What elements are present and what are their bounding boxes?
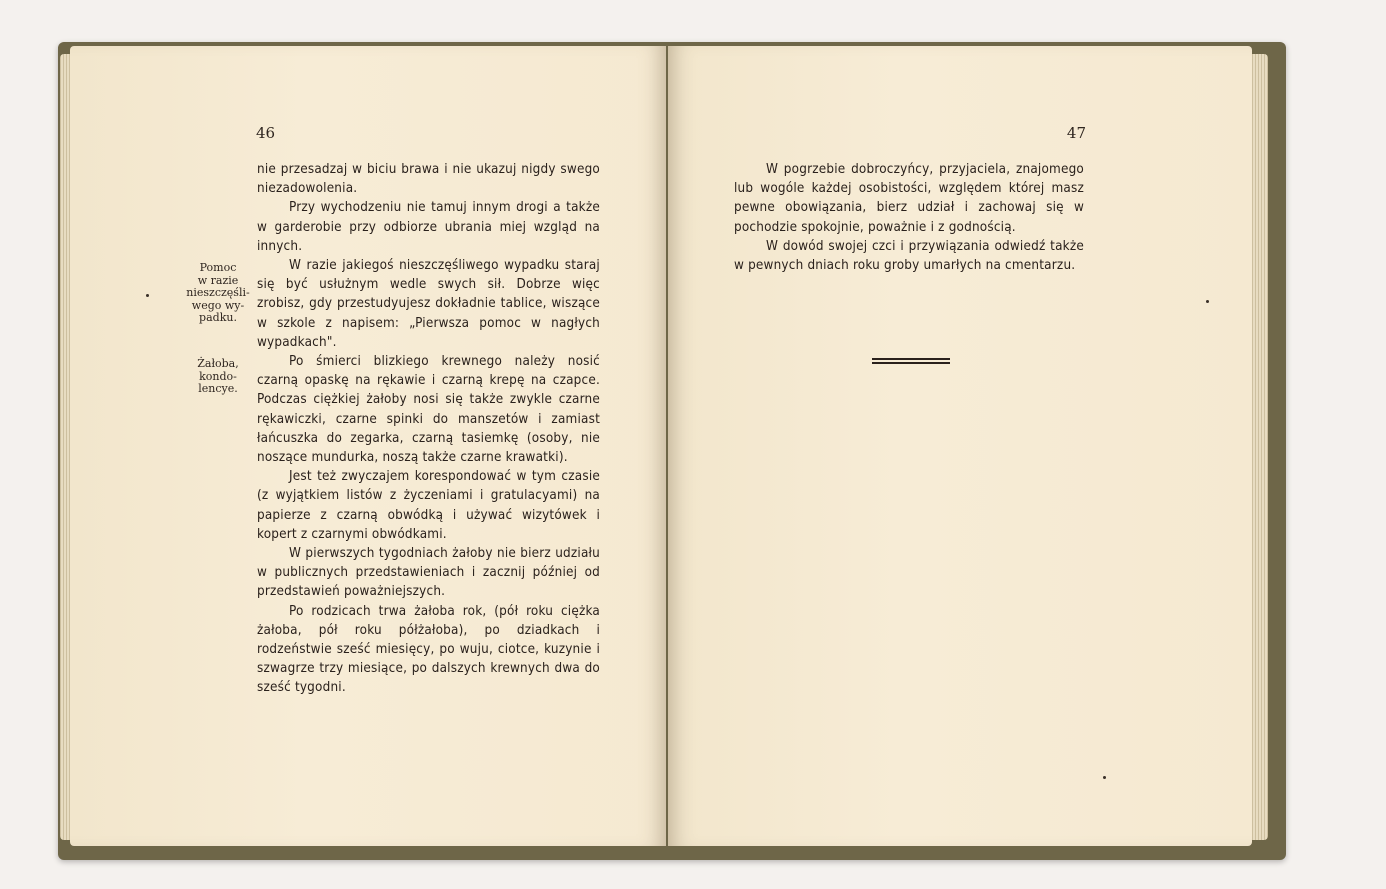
side-note-line: wego wy- xyxy=(191,298,245,312)
side-note-line: lencye. xyxy=(198,382,238,395)
side-note-line: Pomoc xyxy=(199,261,237,274)
side-note-mourning xyxy=(182,358,254,396)
side-note-line: w razie xyxy=(197,273,239,287)
side-note-line: kondo- xyxy=(199,369,237,383)
paragraph: Po rodzicach trwa żałoba rok, (pół roku ciężka żałoba, pół roku półżałoba), po dziadkach i rodzeństwie sześć miesięcy, po wuju, ciotce, kuzynie i szwagrze trzy miesiące, po dalszych krewnych dwa do sześć tygodni. xyxy=(257,603,600,696)
left-page xyxy=(70,46,666,846)
page-number-left: 46 xyxy=(256,124,276,142)
page-number-right: 47 xyxy=(1066,124,1086,142)
paragraph: W dowód swojej czci i przywiązania odwiedź także w pewnych dniach roku groby umarłych na cmentarzu. xyxy=(734,238,1084,274)
side-note-line: nieszczęśli- xyxy=(186,286,250,299)
paragraph: Po śmierci blizkiego krewnego należy nosić czarną opaskę na rękawie i czarną krepę na czapce. Podczas ciężkiej żałoby nosi się także zwykle czarne rękawiczki, czarne spinki do manszetów i zamiast łańcuszka do zegarka, czarną tasiemkę (osoby, nie noszące mundurka, noszą także czarne krawatki). xyxy=(257,354,600,466)
right-page xyxy=(668,46,1252,846)
left-body-text xyxy=(257,160,600,698)
side-note-accident-help xyxy=(182,262,254,325)
right-body-text xyxy=(734,160,1084,275)
section-end-rule xyxy=(872,358,950,364)
side-note-line: padku. xyxy=(199,311,237,324)
paragraph: W razie jakiegoś nieszczęśliwego wypadku staraj się być usłużnym wedle swych sił. Dobrze więc zrobisz, gdy przestudyujesz dokładnie tablice, wiszące w szkole z napisem: „Pierwsza pomoc w nagłych wypadkach". xyxy=(257,258,600,350)
paper-speck xyxy=(146,294,149,297)
paragraph: W pierwszych tygodniach żałoby nie bierz udziału w publicznych przedstawieniach i zacznij później od przedstawień poważniejszych. xyxy=(257,546,600,600)
side-note-line: Żałoba, xyxy=(197,357,239,370)
right-page-edges xyxy=(1250,54,1268,840)
paragraph: Przy wychodzeniu nie tamuj innym drogi a także w garderobie przy odbiorze ubrania miej wzgląd na innych. xyxy=(257,200,600,254)
paragraph: nie przesadzaj w biciu brawa i nie ukazuj nigdy swego niezadowolenia. xyxy=(257,162,600,197)
paper-speck xyxy=(1103,776,1106,779)
paper-speck xyxy=(1206,300,1209,303)
paragraph: W pogrzebie dobroczyńcy, przyjaciela, znajomego lub wogóle każdej osobistości, względem której masz pewne obowiązania, bierz udział i zachowaj się w pochodzie spokojnie, poważnie i z godnością. xyxy=(734,162,1084,235)
paragraph: Jest też zwyczajem korespondować w tym czasie (z wyjątkiem listów z życzeniami i gratulacyami) na papierze z czarną obwódką i używać wizytówek i kopert z czarnymi obwódkami. xyxy=(257,469,600,542)
